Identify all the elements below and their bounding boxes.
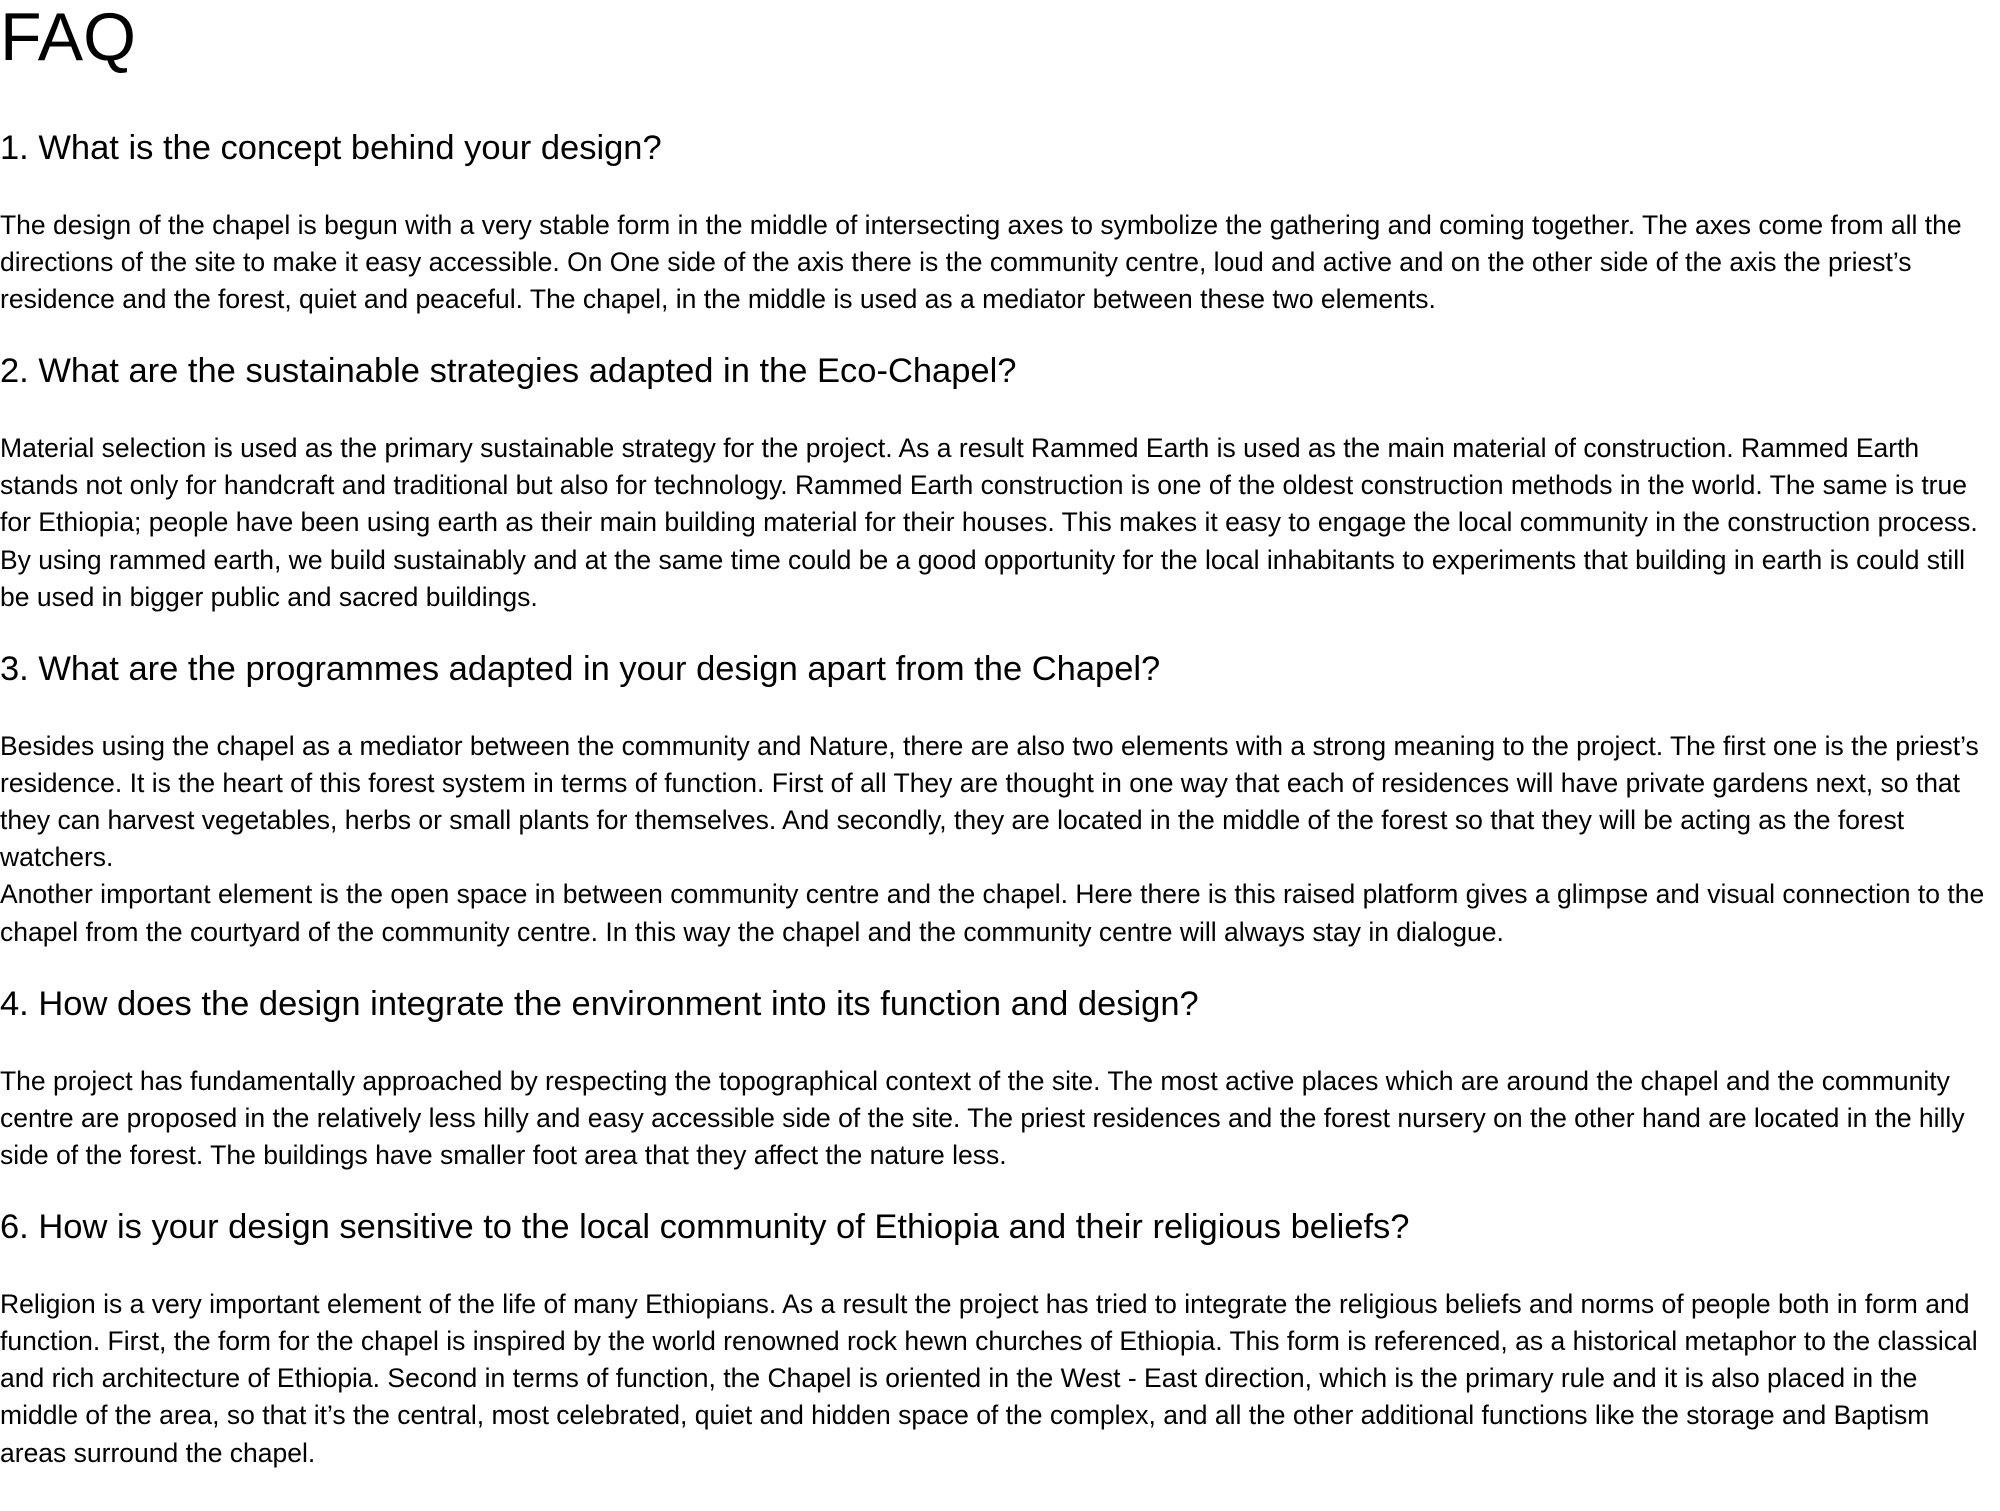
faq-question: 6. How is your design sensitive to the local community of Ethiopia and their religious beliefs?: [0, 1208, 1410, 1247]
answer-paragraph: Religion is a very important element of the life of many Ethiopians. As a result the project has tried to integrate the religious beliefs and norms of people both in form and function. First, the form for the chapel is inspired by the world renowned rock hewn churches of Ethiopia. This form is referenced, as a historical metaphor to the classical and rich architecture of Ethiopia. Second in terms of function, the Chapel is oriented in the West - East direction, which is the primary rule and it is also placed in the middle of the area, so that it’s the central, most celebrated, quiet and hidden space of the complex, and all the other additional functions like the storage and Baptism areas surround the chapel.: [0, 1288, 1978, 1468]
faq-question: 4. How does the design integrate the environment into its function and design?: [0, 984, 1199, 1023]
faq-answer: [0, 430, 2000, 616]
page-title: FAQ: [0, 0, 137, 75]
answer-paragraph: Material selection is used as the primary sustainable strategy for the project. As a result Rammed Earth is used as the main material of construction. Rammed Earth stands not only for handcraft and traditional but also for technology. Rammed Earth construction is one of the oldest construction methods in the world. The same is true for Ethiopia; people have been using earth as their main building material for their houses. This makes it easy to engage the local community in the construction process. By using rammed earth, we build sustainably and at the same time could be a good opportunity for the local inhabitants to experiments that building in earth is could still be used in bigger public and sacred buildings.: [0, 432, 1978, 612]
faq-answer: [0, 1286, 2000, 1472]
answer-paragraph: The project has fundamentally approached by respecting the topographical context of the site. The most active places which are around the chapel and the community centre are proposed in the relatively less hilly and easy accessible side of the site. The priest residences and the forest nursery on the other hand are located in the hilly side of the forest. The buildings have smaller foot area that they affect the nature less.: [0, 1065, 1965, 1170]
faq-question: 1. What is the concept behind your design?: [0, 129, 662, 167]
faq-item-5: [0, 1208, 2000, 1472]
faq-item-1: [0, 129, 2000, 318]
faq-answer: [0, 728, 2000, 951]
faq-item-4: [0, 985, 2000, 1174]
faq-answer: [0, 207, 2000, 319]
answer-paragraph: The design of the chapel is begun with a very stable form in the middle of intersecting axes to symbolize the gathering and coming together. The axes come from all the directions of the site to make it easy accessible. On One side of the axis there is the community centre, loud and active and on the other side of the axis the priest’s residence and the forest, quiet and peaceful. The chapel, in the middle is used as a mediator between these two elements.: [0, 209, 1962, 315]
faq-item-3: [0, 650, 2000, 951]
faq-answer: [0, 1063, 2000, 1175]
faq-question: 3. What are the programmes adapted in your design apart from the Chapel?: [0, 649, 1161, 688]
faq-question: 2. What are the sustainable strategies adapted in the Eco-Chapel?: [0, 352, 1017, 391]
answer-paragraph: Besides using the chapel as a mediator between the community and Nature, there are also two elements with a strong meaning to the project. The first one is the priest’s residence. It is the heart of this forest system in terms of function. First of all They are thought in one way that each of residences will have private gardens next, so that they can harvest vegetables, herbs or small plants for themselves. And secondly, they are located in the middle of the forest so that they will be acting as the forest watchers.: [0, 730, 1979, 873]
faq-item-2: [0, 352, 2000, 616]
answer-paragraph: Another important element is the open space in between community centre and the chapel. Here there is this raised platform gives a glimpse and visual connection to the chapel from the courtyard of the community centre. In this way the chapel and the community centre will always stay in dialogue.: [0, 879, 1985, 947]
